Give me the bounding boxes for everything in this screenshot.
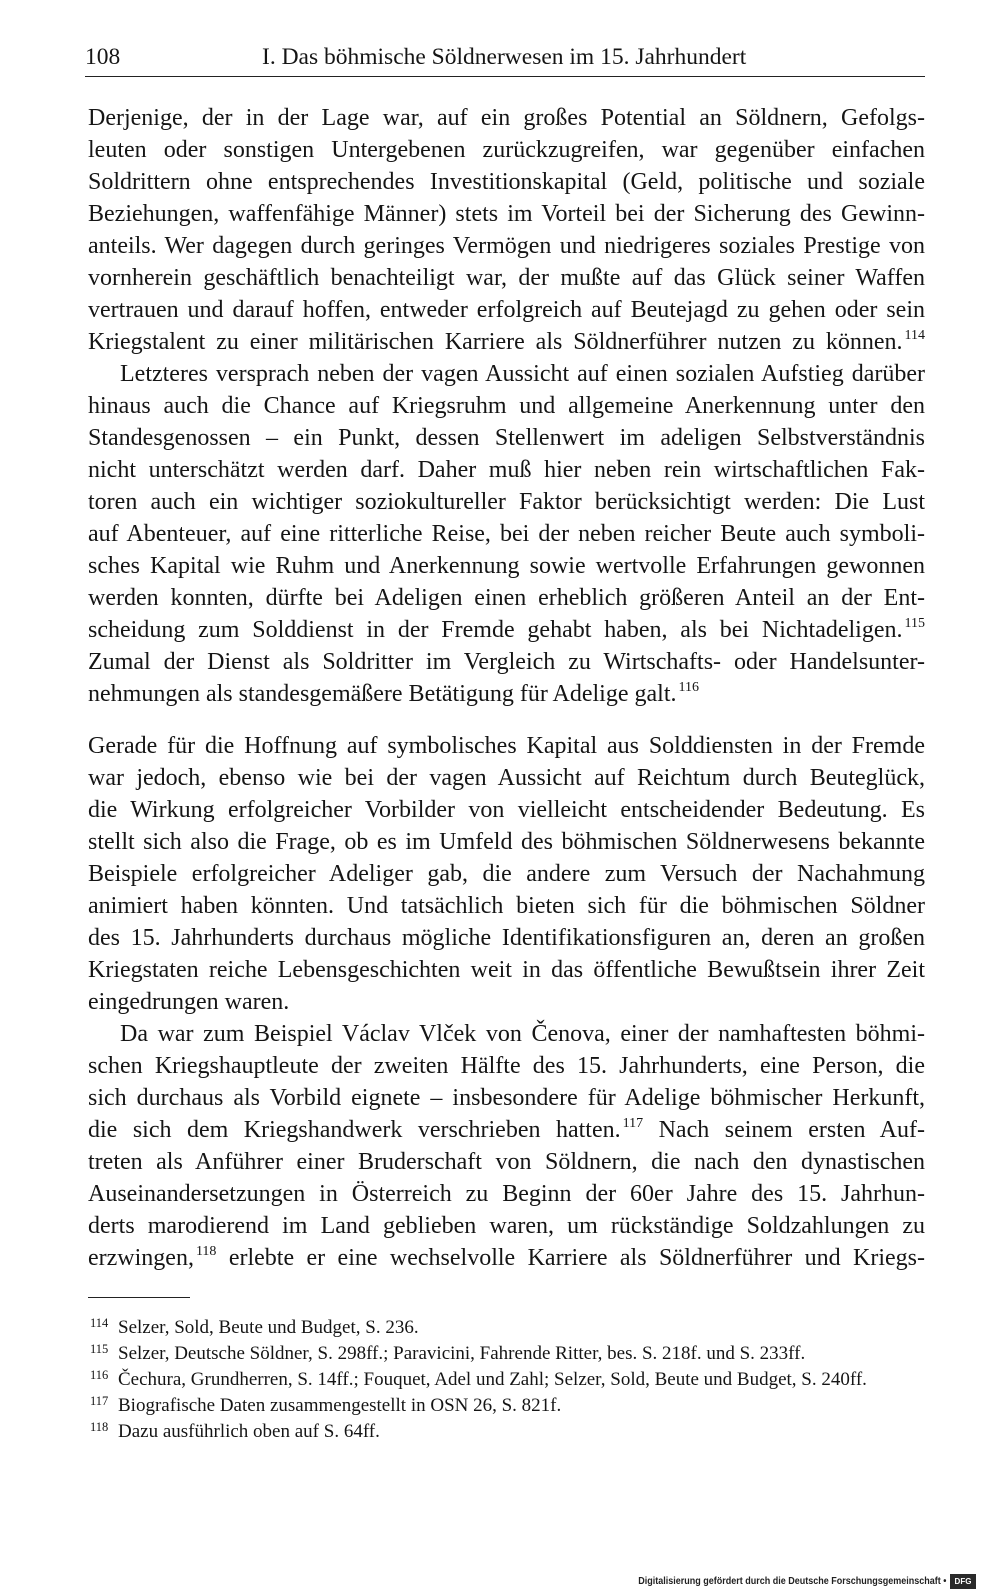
body-line: die Wirkung erfolgreicher Vorbilder von vielleicht entscheidender Bedeutung. Es bbox=[88, 797, 925, 823]
line-text: erlebte er eine wechselvolle Karriere als Söldnerführer und Kriegs- bbox=[216, 1245, 925, 1271]
body-line: Derjenige, der in der Lage war, auf ein großes Potential an Söldnern, Gefolgs- bbox=[88, 105, 925, 131]
body-line: Beispiele erfolgreicher Adeliger gab, die andere zum Versuch der Nachahmung bbox=[88, 861, 925, 887]
body-line: Gerade für die Hoffnung auf symbolisches Kapital aus Solddiensten in der Fremde bbox=[88, 733, 925, 759]
page-number: 108 bbox=[85, 44, 121, 70]
body-line: stellt sich also die Frage, ob es im Umfeld des böhmischen Söldnerwesens bekannte bbox=[88, 829, 925, 855]
body-line: Kriegstaten reiche Lebensgeschichten weit in das öffentliche Bewußtsein ihrer Zeit bbox=[88, 957, 925, 983]
body-line: Soldrittern ohne entsprechendes Investitionskapital (Geld, politische und soziale bbox=[88, 169, 925, 195]
body-line: schen Kriegshauptleute der zweiten Hälfte des 15. Jahrhunderts, eine Person, die bbox=[88, 1053, 925, 1079]
body-line bbox=[88, 614, 925, 646]
footnote-text: Selzer, Sold, Beute und Budget, S. 236. bbox=[118, 1317, 419, 1338]
paragraph bbox=[88, 1018, 925, 1274]
footnote-text: Selzer, Deutsche Söldner, S. 298ff.; Paravicini, Fahrende Ritter, bes. S. 218f. und S. 233ff. bbox=[118, 1343, 806, 1364]
body-line: auf Abenteuer, auf eine ritterliche Reise, bei der neben reicher Beute auch symboli- bbox=[88, 521, 925, 547]
dfg-logo: DFG bbox=[950, 1574, 976, 1589]
footnote-reference: 116 bbox=[678, 680, 699, 695]
footnote-number: 117 bbox=[90, 1394, 109, 1408]
line-text: nehmungen als standesgemäßere Betätigung für Adelige galt. bbox=[88, 681, 677, 707]
body-line: Zumal der Dienst als Soldritter im Vergleich zu Wirtschafts- oder Handelsunter- bbox=[88, 649, 925, 675]
body-line bbox=[88, 326, 925, 358]
running-title: I. Das böhmische Söldnerwesen im 15. Jahrhundert bbox=[262, 44, 747, 70]
footnote-item bbox=[88, 1367, 925, 1393]
header-rule bbox=[85, 76, 925, 77]
body-line: animiert haben könnten. Und tatsächlich bieten sich für die böhmischen Söldner bbox=[88, 893, 925, 919]
body-line: derts marodierend im Land geblieben waren, um rückständige Soldzahlungen zu bbox=[88, 1213, 925, 1239]
body-line: Beziehungen, waffenfähige Männer) stets im Vorteil bei der Sicherung des Gewinn- bbox=[88, 201, 925, 227]
body-line: des 15. Jahrhunderts durchaus mögliche Identifikationsfiguren an, deren an großen bbox=[88, 925, 925, 951]
line-text: erzwingen, bbox=[88, 1245, 194, 1271]
footnote-text: Dazu ausführlich oben auf S. 64ff. bbox=[118, 1421, 380, 1442]
line-text: scheidung zum Solddienst in der Fremde gehabt haben, als bei Nichtadeligen. bbox=[88, 617, 903, 643]
main-text bbox=[88, 102, 925, 1274]
footnote-reference: 115 bbox=[904, 616, 925, 631]
footnote-reference: 117 bbox=[622, 1116, 644, 1131]
paragraph bbox=[88, 102, 925, 358]
body-line: war jedoch, ebenso wie bei der vagen Aussicht auf Reichtum durch Beuteglück, bbox=[88, 765, 925, 791]
footnote-reference: 118 bbox=[195, 1244, 217, 1259]
footnote-number: 114 bbox=[90, 1316, 109, 1330]
footnote-number: 116 bbox=[90, 1368, 109, 1382]
footnotes bbox=[88, 1315, 925, 1445]
body-line: anteils. Wer dagegen durch geringes Vermögen und niedrigeres soziales Prestige von bbox=[88, 233, 925, 259]
line-text: die sich dem Kriegshandwerk verschrieben hatten. bbox=[88, 1117, 621, 1143]
body-line: vornherein geschäftlich benachteiligt war, der mußte auf das Glück seiner Waffen bbox=[88, 265, 925, 291]
body-line: toren auch ein wichtiger soziokultureller Faktor berücksichtigt werden: Die Lust bbox=[88, 489, 925, 515]
footnote-number: 118 bbox=[90, 1420, 109, 1434]
body-line: Letzteres versprach neben der vagen Aussicht auf einen sozialen Aufstieg darüber bbox=[120, 361, 925, 387]
paragraph bbox=[88, 730, 925, 1018]
body-line bbox=[88, 678, 925, 710]
footnote-item bbox=[88, 1341, 925, 1367]
body-line: eingedrungen waren. bbox=[88, 989, 290, 1015]
body-line: leuten oder sonstigen Untergebenen zurückzugreifen, war gegenüber einfachen bbox=[88, 137, 925, 163]
digitization-credit: Digitalisierung gefördert durch die Deutsche Forschungsgemeinschaft • bbox=[637, 1576, 946, 1587]
body-line: werden konnten, dürfte bei Adeligen einen erheblich größeren Anteil an der Ent- bbox=[88, 585, 925, 611]
body-line: hinaus auch die Chance auf Kriegsruhm und allgemeine Anerkennung unter den bbox=[88, 393, 925, 419]
footnote-number: 115 bbox=[90, 1342, 109, 1356]
body-line: vertrauen und darauf hoffen, entweder erfolgreich auf Beutejagd zu gehen oder sein bbox=[88, 297, 925, 323]
body-line bbox=[88, 1242, 925, 1274]
footnote-item bbox=[88, 1315, 925, 1341]
footnote-item bbox=[88, 1393, 925, 1419]
body-line: Standesgenossen – ein Punkt, dessen Stellenwert im adeligen Selbstverständnis bbox=[88, 425, 925, 451]
footnote-reference: 114 bbox=[904, 328, 925, 343]
body-line: sich durchaus als Vorbild eignete – insbesondere für Adelige böhmischer Herkunft, bbox=[88, 1085, 925, 1111]
line-text: Nach seinem ersten Auf- bbox=[643, 1117, 925, 1143]
body-line: sches Kapital wie Ruhm und Anerkennung sowie wertvolle Erfahrungen gewonnen bbox=[88, 553, 925, 579]
footnote-text: Biografische Daten zusammengestellt in OSN 26, S. 821f. bbox=[118, 1395, 562, 1416]
footnote-item bbox=[88, 1419, 925, 1445]
footnote-rule bbox=[88, 1297, 190, 1298]
body-line bbox=[88, 1114, 925, 1146]
line-text: Kriegstalent zu einer militärischen Karriere als Söldnerführer nutzen zu können. bbox=[88, 329, 903, 355]
body-line: Auseinandersetzungen in Österreich zu Beginn der 60er Jahre des 15. Jahrhun- bbox=[88, 1181, 925, 1207]
body-line: nicht unterschätzt werden darf. Daher muß hier neben rein wirtschaftlichen Fak- bbox=[88, 457, 925, 483]
body-line: Da war zum Beispiel Václav Vlček von Čenova, einer der namhaftesten böhmi- bbox=[120, 1021, 925, 1047]
footnote-text: Čechura, Grundherren, S. 14ff.; Fouquet, Adel und Zahl; Selzer, Sold, Beute und Budget, S. 240ff. bbox=[118, 1369, 867, 1390]
body-line: treten als Anführer einer Bruderschaft von Söldnern, die nach den dynastischen bbox=[88, 1149, 925, 1175]
paragraph bbox=[88, 358, 925, 710]
